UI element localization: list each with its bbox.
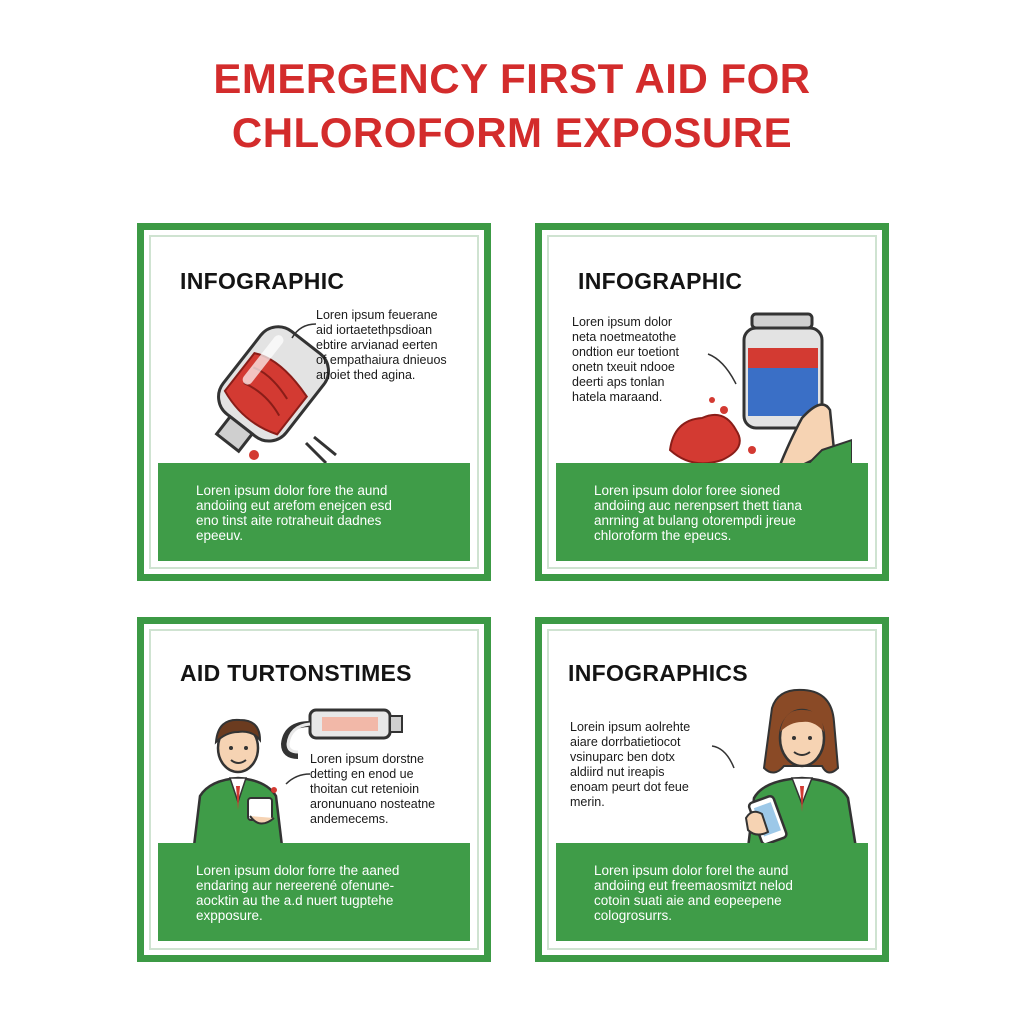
page-title-line-1: EMERGENCY FIRST AID FOR bbox=[213, 55, 811, 102]
woman-with-phone-icon bbox=[738, 688, 868, 848]
info-card-3 bbox=[137, 617, 491, 962]
man-with-medicine-icon bbox=[190, 706, 290, 846]
info-card-4 bbox=[535, 617, 889, 962]
info-panel: Loren ipsum dolor foree sioned andoiing auc nerenpsert thett tiana anrning at bulang otorempdi jreue chloroform the epeucs. bbox=[556, 463, 868, 561]
annotation-text: Lorein ipsum aolrehte aiare dorrbatietiocot vsinuparc ben dotx aldiird nut ireapis enoam peurt dot feue merin. bbox=[570, 720, 691, 809]
page-title bbox=[0, 52, 1024, 160]
info-card-1 bbox=[137, 223, 491, 581]
annotation-text: Loren ipsum feuerane aid iortaetethpsdioan ebtire arvianad eerten of empathaiura dnieuos anoiet thed agina. bbox=[316, 308, 447, 382]
hand-holding-jar-icon bbox=[652, 300, 852, 470]
annotation-text: Loren ipsum dorstne detting en enod ue thoitan cut retenioin aronunuano nosteatne andemecems. bbox=[310, 752, 436, 826]
annotation-text: Loren ipsum dolor neta noetmeatothe ondtion eur toetiont onetn txeuit ndooe deerti aps tonlan hatela maraand. bbox=[572, 315, 680, 404]
card-heading: INFOGRAPHIC bbox=[180, 268, 345, 294]
info-panel: Loren ipsum dolor forel the aund andoiing eut freemaosmitzt nelod cotoin suati aie and eopeepene cologrosurrs. bbox=[556, 843, 868, 941]
info-panel: Loren ipsum dolor fore the aund andoiing eut arefom enejcen esd eno tinst aite rotraheuit dadnes epeeuv. bbox=[158, 463, 470, 561]
annotation-leader bbox=[710, 742, 740, 772]
info-card-2 bbox=[535, 223, 889, 581]
card-heading: INFOGRAPHICS bbox=[568, 660, 748, 686]
card-heading: INFOGRAPHIC bbox=[578, 268, 743, 294]
page-title-line-2: CHLOROFORM EXPOSURE bbox=[231, 109, 793, 156]
card-heading: AID TURTONSTIMES bbox=[180, 660, 412, 686]
info-panel: Loren ipsum dolor forre the aaned endaring aur nereerené ofenune- aocktin au the a.d nuert tugptehe expposure. bbox=[158, 843, 470, 941]
